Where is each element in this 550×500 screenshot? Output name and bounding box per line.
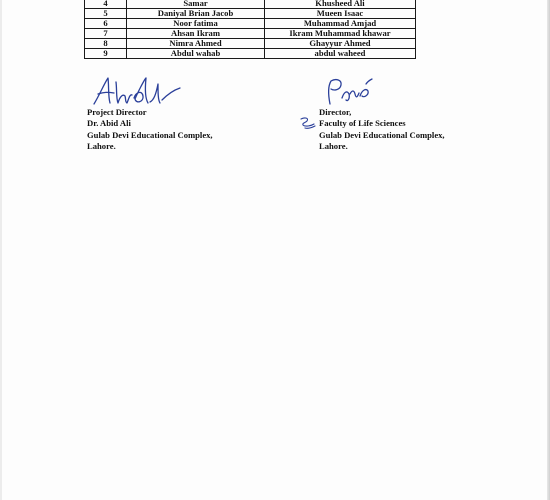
father-name: Ghayyur Ahmed [264, 39, 415, 49]
director-signature [322, 76, 374, 106]
signatory-organization: Gulab Devi Educational Complex, [87, 129, 213, 140]
scan-edge-left [0, 0, 2, 500]
student-name: Daniyal Brian Jacob [127, 9, 265, 19]
project-director-signature [90, 72, 182, 110]
signatory-name: Dr. Abid Ali [87, 118, 131, 129]
signatory-city: Lahore. [87, 141, 116, 152]
table-row [85, 29, 416, 39]
student-name: Samar [127, 0, 265, 9]
director-block [319, 107, 445, 153]
table-row [85, 19, 416, 29]
father-name: Khusheed Ali [264, 0, 415, 9]
signatory-department: Faculty of Life Sciences [319, 118, 406, 129]
table-row [85, 39, 416, 49]
father-name: abdul waheed [264, 49, 415, 59]
row-number: 9 [85, 49, 127, 59]
father-name: Muhammad Amjad [264, 19, 415, 29]
signatory-city: Lahore. [319, 141, 348, 152]
row-number: 5 [85, 9, 127, 19]
father-name: Mueen Isaac [264, 9, 415, 19]
initials-mark [299, 115, 317, 131]
table-row [85, 49, 416, 59]
student-name: Ahsan Ikram [127, 29, 265, 39]
student-name: Noor fatima [127, 19, 265, 29]
signatory-title: Project Director [87, 107, 147, 117]
table-row [85, 9, 416, 19]
student-name: Nimra Ahmed [127, 39, 265, 49]
student-table-body [85, 0, 416, 59]
father-name: Ikram Muhammad khawar [264, 29, 415, 39]
row-number: 6 [85, 19, 127, 29]
signatory-title: Director, [319, 107, 352, 117]
student-table [84, 0, 416, 59]
project-director-block [87, 107, 213, 153]
student-name: Abdul wahab [127, 49, 265, 59]
table-row [85, 0, 416, 9]
row-number: 4 [85, 0, 127, 9]
row-number: 8 [85, 39, 127, 49]
signatory-organization: Gulab Devi Educational Complex, [319, 129, 445, 140]
row-number: 7 [85, 29, 127, 39]
